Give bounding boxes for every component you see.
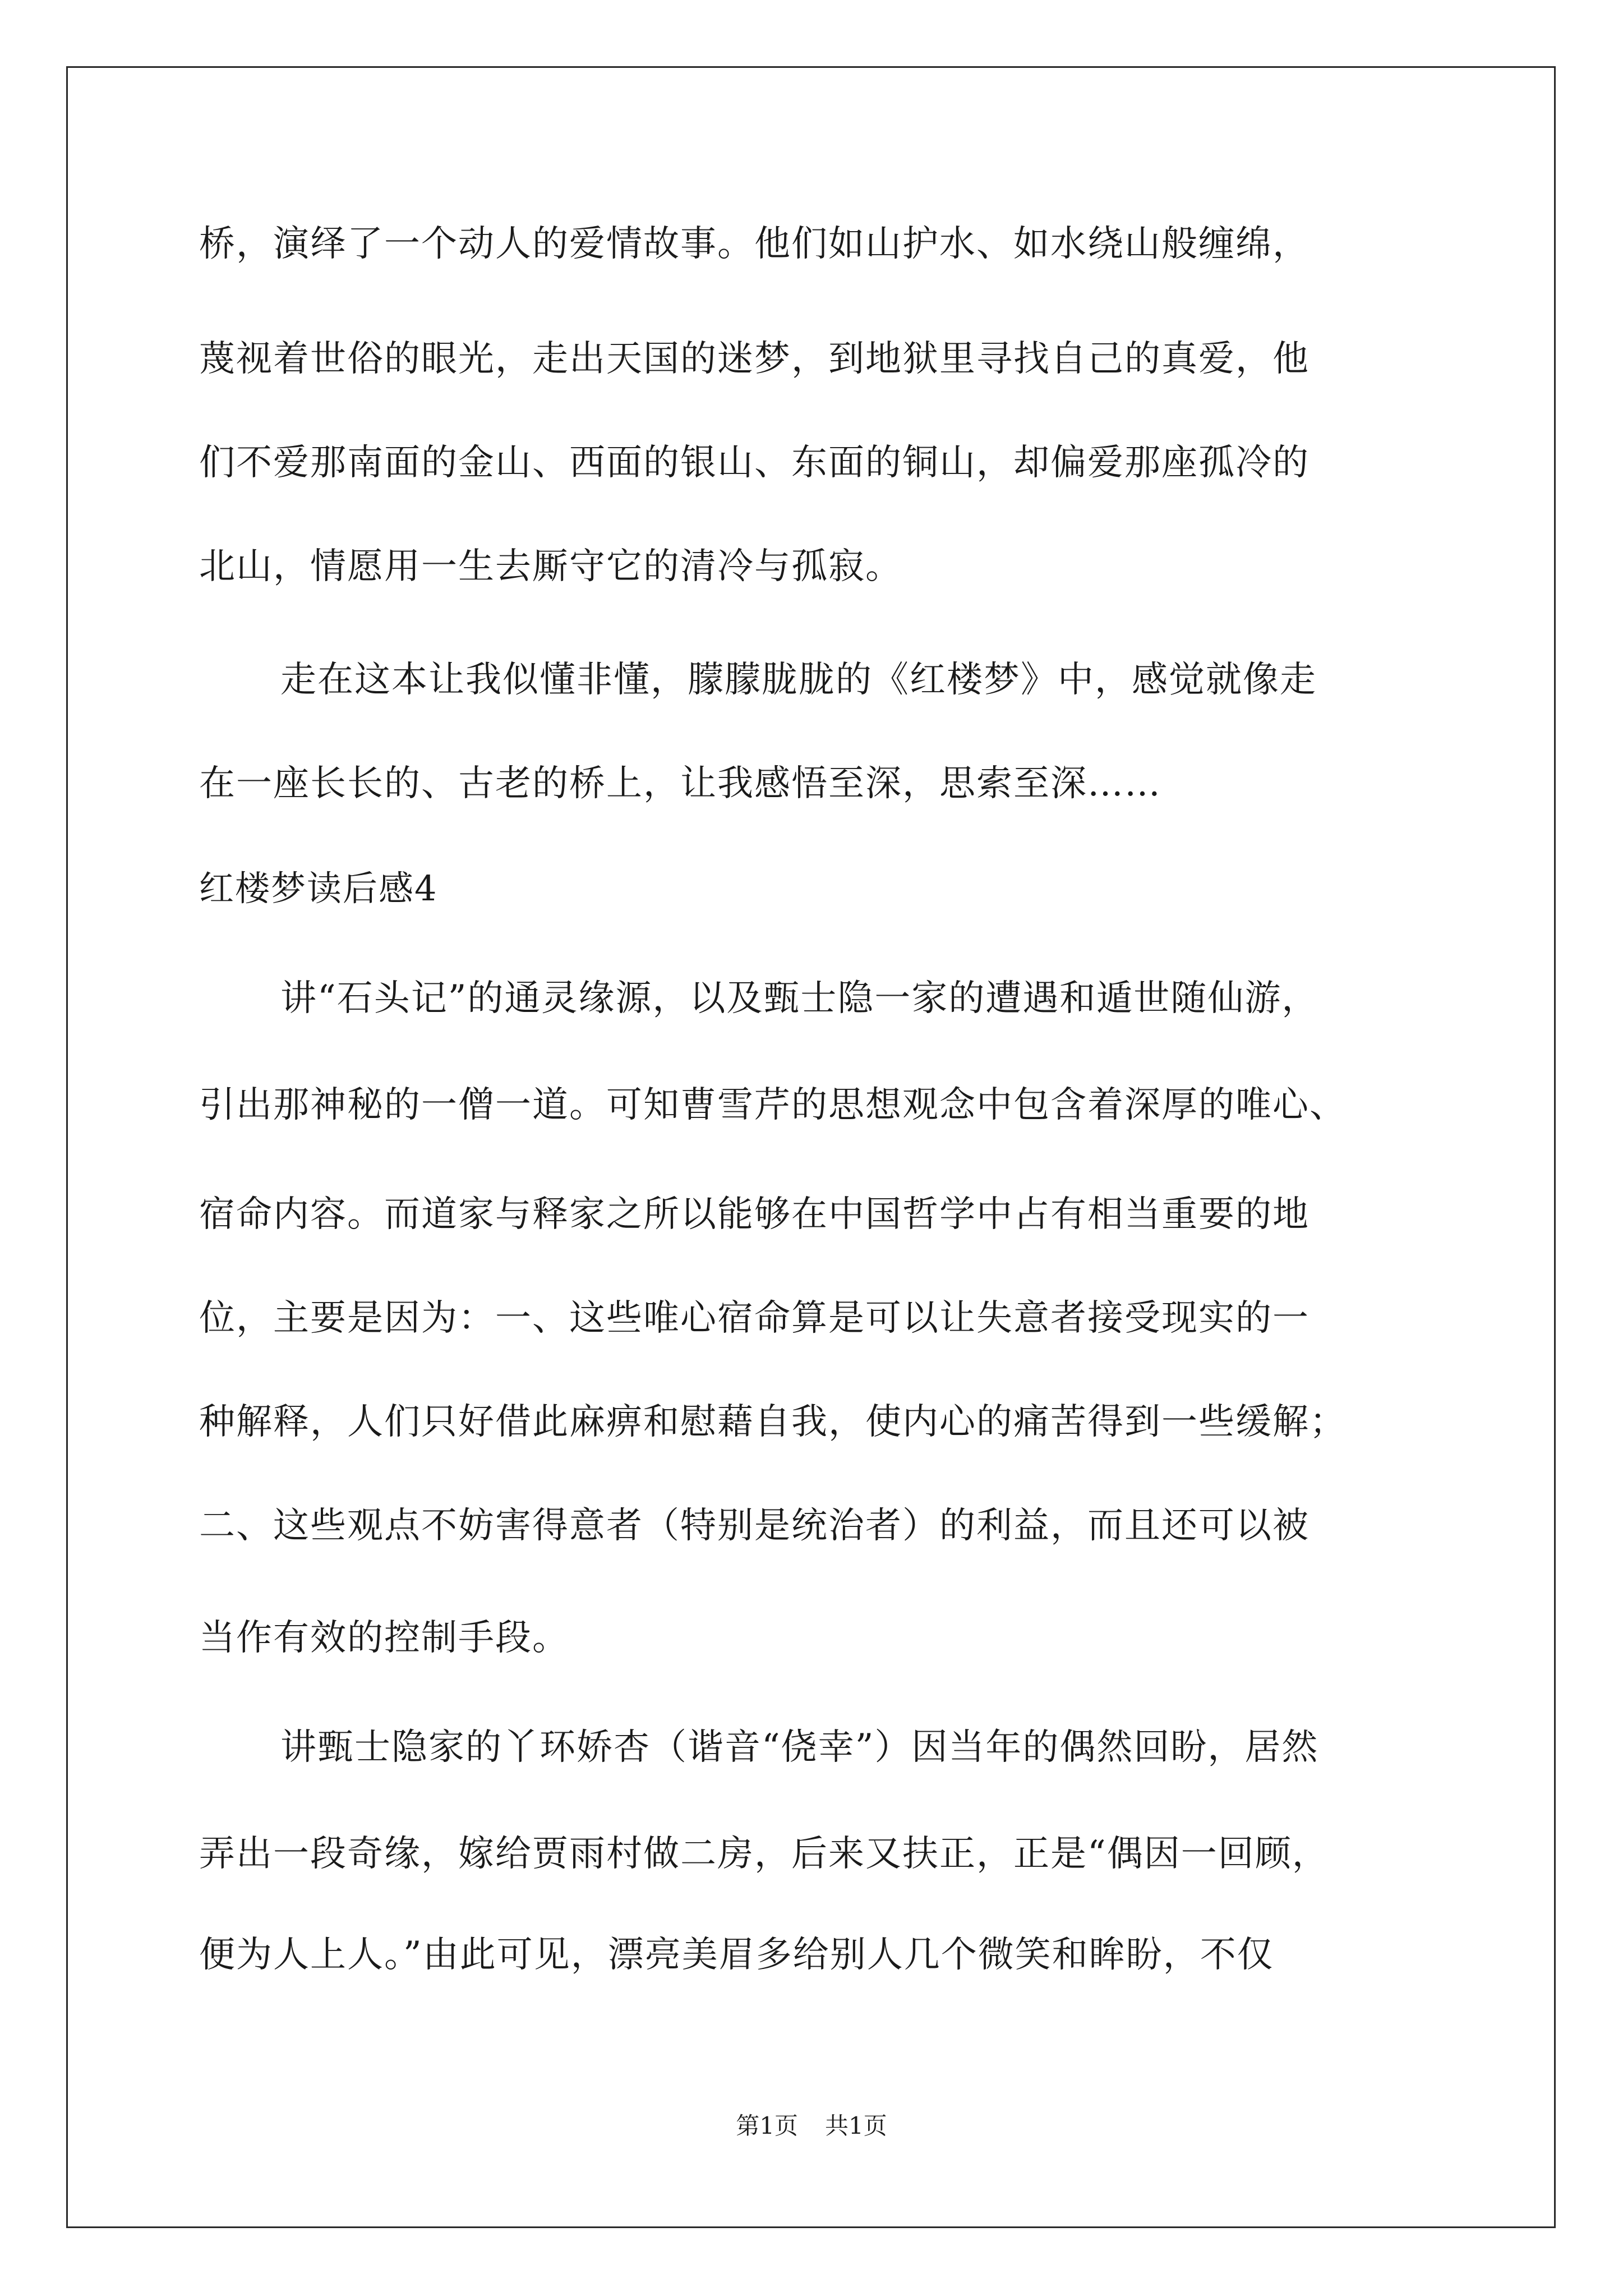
body-line: 们不爱那南面的金山、西面的银山、东面的铜山，却偏爱那座孤冷的: [199, 442, 1310, 484]
body-line: 在一座长长的、古老的桥上，让我感悟至深，思索至深……: [199, 763, 1161, 804]
body-line: 蔑视着世俗的眼光，走出天国的迷梦，到地狱里寻找自己的真爱，他: [199, 338, 1310, 380]
page-number-current: 第1页: [736, 2112, 798, 2139]
section-heading: 红楼梦读后感4: [199, 868, 438, 909]
page-number-total: 共1页: [825, 2112, 887, 2139]
body-line: 北山，情愿用一生去厮守它的清冷与孤寂。: [199, 546, 902, 587]
body-line: 桥，演绎了一个动人的爱情故事。他们如山护水、如水绕山般缠绵，: [199, 223, 1310, 265]
body-line: 二、这些观点不妨害得意者（特别是统治者）的利益，而且还可以被: [199, 1505, 1310, 1547]
body-line: 弄出一段奇缘，嫁给贾雨村做二房，后来又扶正，正是“偶因一回顾，: [199, 1833, 1329, 1875]
paragraph-start-line: 讲“石头记”的通灵缘源，以及甄士隐一家的遭遇和遁世随仙游，: [280, 978, 1319, 1019]
body-line: 宿命内容。而道家与释家之所以能够在中国哲学中占有相当重要的地: [199, 1194, 1310, 1235]
page-border: [66, 66, 1556, 2228]
body-line: 当作有效的控制手段。: [199, 1617, 569, 1659]
paragraph-start-line: 讲甄士隐家的丫环娇杏（谐音“侥幸”）因当年的偶然回盼，居然: [280, 1727, 1319, 1768]
body-line: 引出那神秘的一僧一道。可知曹雪芹的思想观念中包含着深厚的唯心、: [199, 1084, 1347, 1126]
page-footer: [0, 2110, 1623, 2142]
paragraph-start-line: 走在这本让我似懂非懂，朦朦胧胧的《红楼梦》中，感觉就像走: [280, 659, 1317, 701]
body-line: 便为人上人。”由此可见，漂亮美眉多给别人几个微笑和眸盼，不仅: [199, 1934, 1274, 1976]
body-line: 位，主要是因为：一、这些唯心宿命算是可以让失意者接受现实的一: [199, 1297, 1310, 1339]
body-line: 种解释，人们只好借此麻痹和慰藉自我，使内心的痛苦得到一些缓解；: [199, 1401, 1347, 1443]
